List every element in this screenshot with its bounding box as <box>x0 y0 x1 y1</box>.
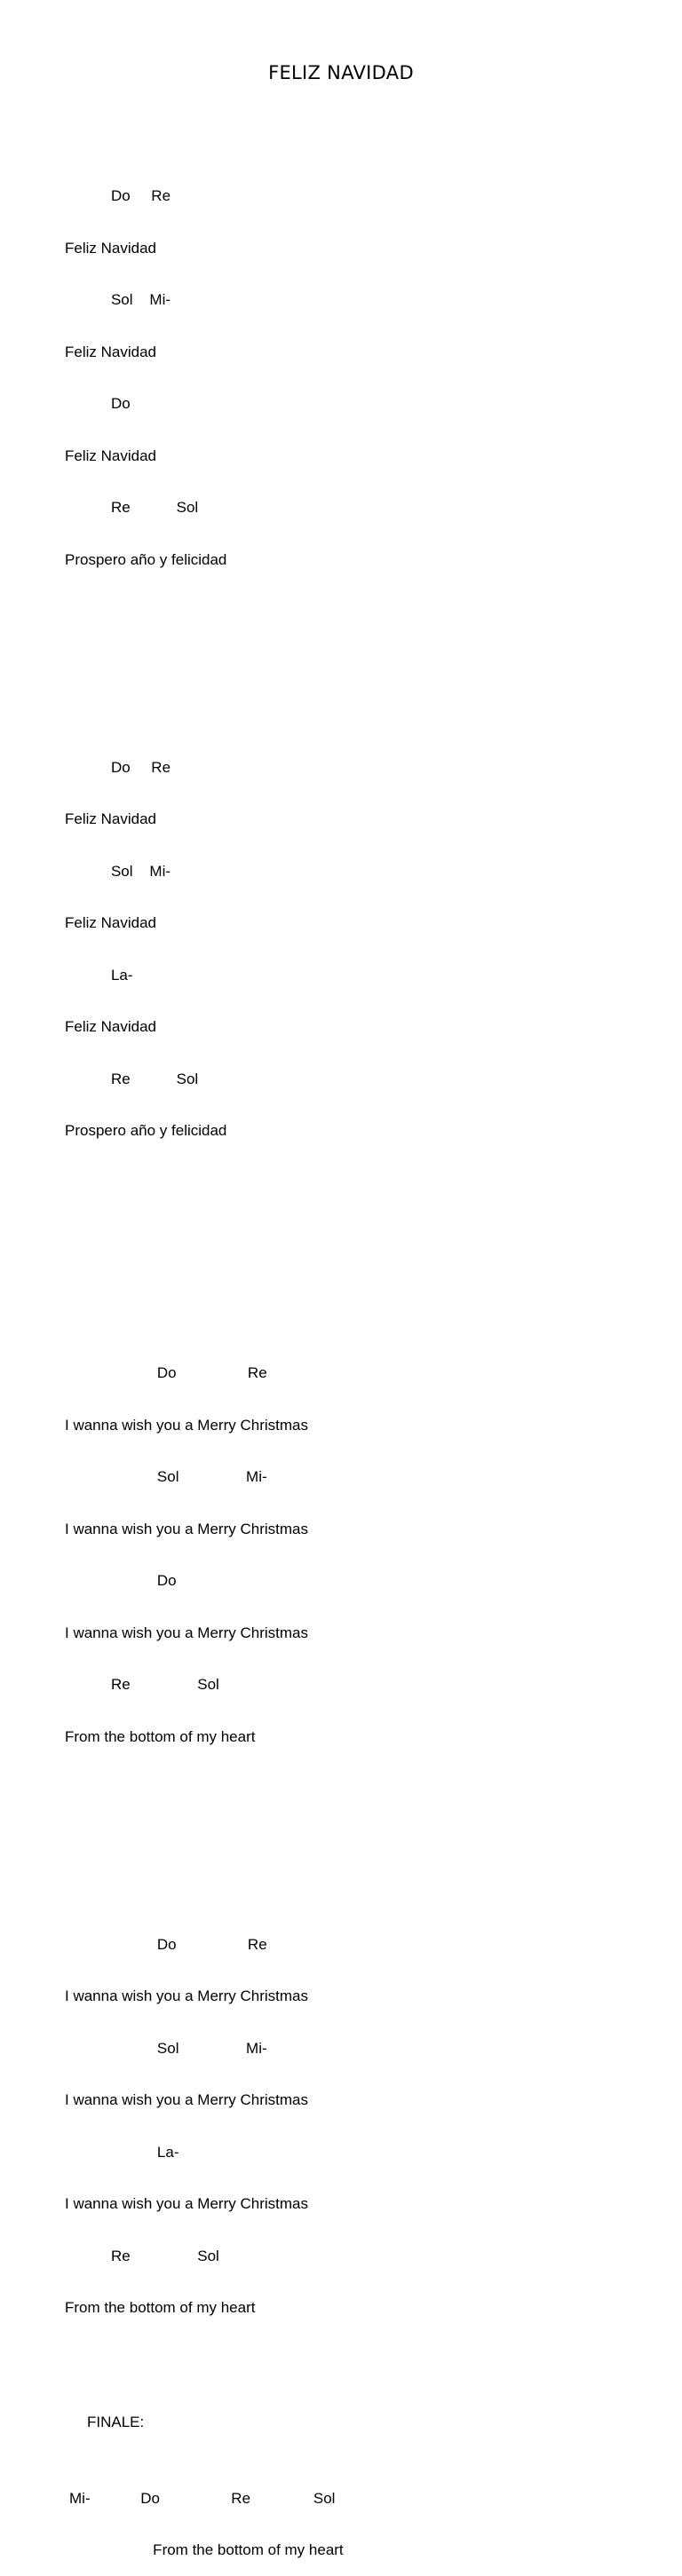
lyric-line: Feliz Navidad <box>65 343 156 360</box>
chord-line: Re Sol <box>65 1070 199 1087</box>
lyric-line: I wanna wish you a Merry Christmas <box>65 2091 308 2108</box>
chorus-1 <box>65 1330 344 1780</box>
lyric-line: Feliz Navidad <box>65 914 156 931</box>
chord-line: Do Re <box>65 1364 267 1381</box>
lyric-line: Feliz Navidad <box>65 446 156 464</box>
lyric-line: From the bottom of my heart <box>65 2299 256 2316</box>
finale-chord-line: Mi- Do Re Sol <box>69 2489 336 2507</box>
lyric-line: I wanna wish you a Merry Christmas <box>65 2195 308 2212</box>
lyric-line: I wanna wish you a Merry Christmas <box>65 1987 308 2004</box>
chord-line: Sol Mi- <box>65 2039 267 2057</box>
lyric-line: Prospero año y felicidad <box>65 1122 227 1139</box>
chord-line: La- <box>65 2143 179 2161</box>
finale-lyric-line: From the bottom of my heart <box>65 2541 344 2558</box>
chord-line: La- <box>65 966 133 984</box>
chord-line: Do Re <box>65 758 171 776</box>
chord-line: Sol Mi- <box>65 862 171 880</box>
lyric-line: Feliz Navidad <box>65 1018 156 1035</box>
chord-line: Do Re <box>65 187 171 204</box>
chord-line: Re Sol <box>65 2247 219 2264</box>
chord-line: Re Sol <box>65 499 199 516</box>
lyric-line: I wanna wish you a Merry Christmas <box>65 1416 308 1434</box>
verse-1 <box>65 153 344 603</box>
lyric-line: Feliz Navidad <box>65 239 156 257</box>
chord-line: Do Re <box>65 1935 267 1953</box>
page-title: FELIZ NAVIDAD <box>268 62 414 83</box>
verse-2 <box>65 724 344 1174</box>
lyric-line: Prospero año y felicidad <box>65 550 227 568</box>
lyric-line: I wanna wish you a Merry Christmas <box>65 1624 308 1641</box>
chord-line: Sol Mi- <box>65 1468 267 1485</box>
spacer <box>65 655 344 673</box>
lyric-line: Feliz Navidad <box>65 810 156 827</box>
chord-line: Do <box>65 395 131 412</box>
chord-line: Re Sol <box>65 1676 219 1693</box>
chorus-2 <box>65 1901 344 2351</box>
spacer <box>65 1226 344 1278</box>
finale-label: FINALE: <box>87 2414 145 2430</box>
lyric-line: From the bottom of my heart <box>65 1727 256 1745</box>
chord-line: Do <box>65 1572 177 1589</box>
song-sheet <box>65 118 344 2576</box>
chord-line: Sol Mi- <box>65 291 171 308</box>
lyric-line: I wanna wish you a Merry Christmas <box>65 1520 308 1537</box>
spacer <box>65 1832 344 1850</box>
